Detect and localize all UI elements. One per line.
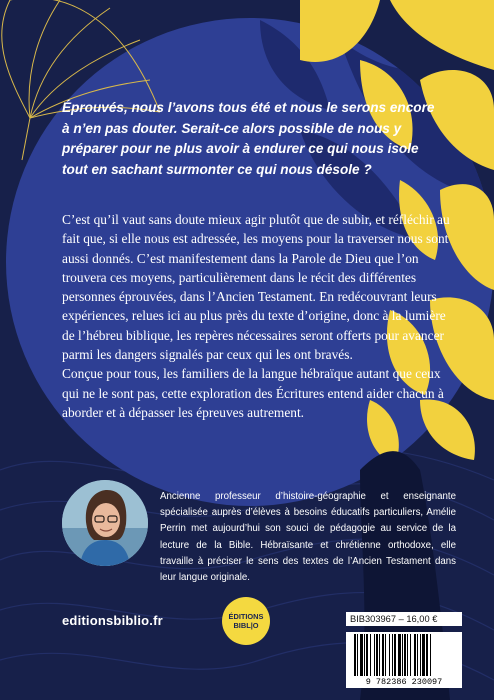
barcode-bar — [376, 634, 378, 676]
author-bio: Ancienne professeur d’histoire-géographie et enseignante spécialisée auprès d’élèves à besoins éducatifs particuliers, Amélie Perrin met aujourd’hui son souci de pédagogie au service de la lecture de la Bible. Hébraïsante et chrétienne orthodoxe, elle travaille à préciser le sens des textes de l’Ancien Testament dans leur langue originale. — [160, 491, 456, 584]
barcode-bar — [366, 634, 368, 676]
price-label: BIB303967 – 16,00 € — [346, 612, 462, 626]
barcode-bar — [370, 634, 371, 676]
barcode-bar — [374, 634, 375, 676]
barcode-bar — [417, 634, 418, 676]
barcode-digits: 9 782386 230097 — [365, 677, 443, 687]
logo-line: BIBL|O — [233, 621, 259, 630]
barcode-bar — [426, 634, 428, 676]
logo-line: ÉDITIONS — [228, 612, 264, 621]
publisher-logo — [222, 597, 270, 645]
barcode-bar — [404, 634, 406, 676]
barcode-bar — [407, 634, 408, 676]
barcode-bar — [379, 634, 380, 676]
barcode-bar — [394, 634, 396, 676]
barcode-bar — [410, 634, 411, 676]
description — [62, 210, 454, 422]
description-paragraph: Conçue pour tous, les familiers de la langue hébraïque autant que ceux qui ne le sont pas, cette exploration des Écritures entend aider chacun à aborder et à dépasser les épreuves autrement. — [62, 366, 444, 420]
barcode-bar — [382, 634, 384, 676]
barcode-bar — [354, 634, 356, 676]
description-paragraph: C’est qu’il vaut sans doute mieux agir plutôt que de subir, et réfléchir au fait que, si elle nous est adressée, les moyens pour la traverser nous sont aussi donnés. C’est manifestement dans la Parole de Dieu que l’on trouvera ces moyens, particulièrement dans le récit des différentes personnes éprouvées, dans l’Ancien Testament. En redécouvrant leurs expériences, relues ici au plus près du texte d’origine, donc à la lumière de l’hébreu biblique, les repères nécessaires seront offerts pour avancer parmi les dangers signalés par ceux qui les ont bravés. — [62, 212, 450, 363]
back-cover-blurb: Éprouvés, nous l’avons tous été et nous le serons encore à n’en pas douter. Serait-ce alors possible de nous y préparer pour ne plus avoir à endurer ce qui nous isole tout en sachant surmonter ce qui nous désole ? — [62, 100, 435, 177]
barcode-bar — [364, 634, 365, 676]
barcode-bar — [422, 634, 425, 676]
barcode-bar — [430, 634, 431, 676]
barcode-bar — [420, 634, 421, 676]
barcode-bar — [398, 634, 401, 676]
author-photo — [62, 480, 148, 566]
barcode-bar — [414, 634, 416, 676]
publisher-website-link[interactable]: editionsbiblio.fr — [62, 613, 163, 628]
isbn-barcode — [346, 632, 462, 688]
barcode-bar — [392, 634, 393, 676]
barcode-bar — [389, 634, 390, 676]
barcode-bar — [385, 634, 386, 676]
barcode-bar — [360, 634, 363, 676]
barcode-bar — [357, 634, 358, 676]
barcode-bar — [402, 634, 403, 676]
